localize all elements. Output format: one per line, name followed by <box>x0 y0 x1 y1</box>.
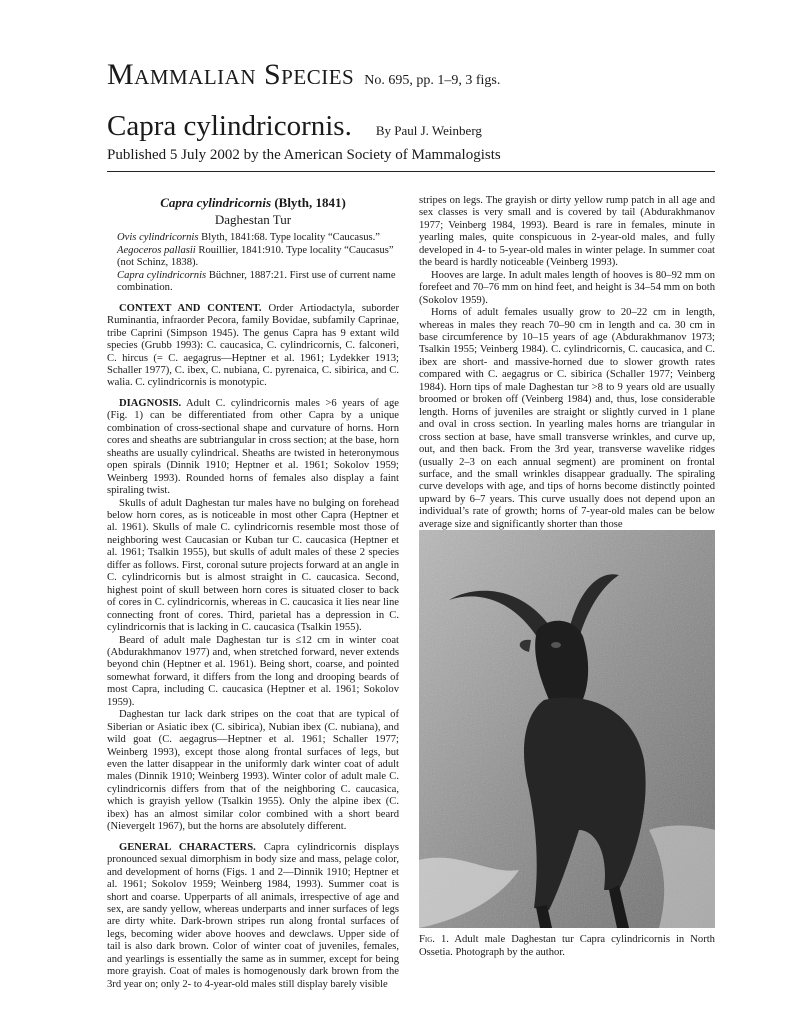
synonym-entry <box>107 270 399 295</box>
section-heading-diagnosis: DIAGNOSIS. <box>119 397 182 409</box>
common-name: Daghestan Tur <box>214 212 292 227</box>
synonym-entry <box>107 232 399 244</box>
paragraph-skulls: Skulls of adult Daghestan tur males have no bulging on forehead below horn cores, as is noticeable in most other Capra (Heptner et al. 1961). Skulls of male C. cylindricornis resemble most those of neighboring west Caucasian or Kuban tur C. caucasica (Heptner et al. 1961; Tsalkin 1955), but skulls of adult males of these 2 species differ as follows. First, coronal suture projects forward at an angle in C. cylindricornis but is almost straight in C. caucasica. Second, highest point of skull between horn cores is situated closer to back of cores in C. cylindricornis, whereas in C. caucasica it lies near line connecting front of cores. Third, parietal has a depression in C. cylindricornis that is lacking in C. caucasica (Tsalkin 1955). <box>107 497 399 634</box>
header-rule <box>107 171 715 172</box>
synonym-text: Blyth, 1841:68. Type locality “Caucasus.” <box>201 232 381 244</box>
series-title <box>107 58 500 92</box>
publication-line: Published 5 July 2002 by the American Society of Mammalogists <box>107 147 501 163</box>
species-title: Capra cylindricornis. <box>107 110 352 142</box>
paragraph-stripes: Daghestan tur lack dark stripes on the coat that are typical of Siberian or Asiatic ibex (C. sibirica), Nubian ibex (C. nubiana), and wild goat (C. aegagrus—Heptner et al. 1961; Schaller 1977; Weinberg 1993), except those along frontal surfaces of legs, but even the latter disappear in the uniformly dark winter coat of adult males (Dinnik 1910; Weinberg 1993). Winter color of adult male C. cylindricornis differs from that of the neighboring C. caucasica, which is grayish yellow (Tsalkin 1955). Only the alpine ibex (C. ibex) has an almost similar color combined with a short beard (Nievergelt 1967), but the horns are absolutely different. <box>107 709 399 833</box>
series-name: Mammalian Species <box>107 58 355 91</box>
species-heading-authority: (Blyth, 1841) <box>274 195 346 210</box>
right-column <box>419 195 715 531</box>
synonym-name: Aegoceros pallasii <box>117 244 196 256</box>
paragraph-beard: Beard of adult male Daghestan tur is ≤12 cm in winter coat (Abdurakhmanov 1977) and, when stretched forward, never extends beyond chin (Heptner et al. 1961). Being short, coarse, and pointed somewhat forward, it differs from the long and drooping beards of most Capra, including C. caucasica (Heptner et al. 1961; Sokolov 1959). <box>107 634 399 708</box>
species-heading-name: Capra cylindricornis <box>160 195 272 210</box>
paragraph-diagnosis <box>107 398 399 498</box>
figure-caption <box>419 934 715 959</box>
paragraph-general <box>107 842 399 991</box>
tur-photo-illustration <box>419 530 715 928</box>
general-text: Capra cylindricornis displays pronounced sexual dimorphism in body size and mass, pelage color, and development of horns (Figs. 1 and 2—Dinnik 1910; Heptner et al. 1961; Sokolov 1959; Weinberg 1984, 1993). Summer coat is short and coarse. Upperparts of all animals, irrespective of age and sex, are sandy yellow, whereas underparts and inner surfaces of legs are dirty white. Dark-brown stripes run along frontal surfaces of legs, becoming wider above hooves and dewclaws. Upper side of tail is also dark brown. Color of winter coat of juveniles, females, and yearlings is essentially the same as in summer, except for being more grayish. Coat of males is homogenously dark brown from the 3rd year on; only 2- to 4-year-old males still display barely visible <box>107 841 399 990</box>
context-text: Order Artiodactyla, suborder Ruminantia, infraorder Pecora, family Bovidae, subfamily Caprinae, tribe Caprini (Simpson 1945). The genus Capra has 9 extant wild species (Grubb 1993): C. caucasica, C. cylindricornis, C. falconeri, C. hircus (= C. aegagrus—Heptner et al. 1961; Lydekker 1913; Schaller 1977), C. ibex, C. nubiana, C. pyrenaica, C. sibirica, and C. walia. C. cylindricornis is monotypic. <box>107 302 399 389</box>
series-number: No. 695, pp. 1–9, 3 figs. <box>364 73 501 88</box>
species-heading <box>107 195 399 210</box>
species-title-line <box>107 110 482 143</box>
synonym-name: Capra cylindricornis <box>117 269 207 281</box>
synonym-entry <box>107 245 399 270</box>
caption-label: Fig. 1. <box>419 934 449 945</box>
section-heading-context: CONTEXT AND CONTENT. <box>119 302 262 314</box>
synonym-text: Büchner, 1887:21. First use of current name combination. <box>117 269 396 294</box>
paragraph-context <box>107 303 399 390</box>
paragraph-horns: Horns of adult females usually grow to 20–22 cm in length, whereas in males they reach 70–90 cm in length and ca. 30 cm in base circumference by 10–15 years of age (Abdurakhmanov 1973; Tsalkin 1955; Veinberg 1984). C. cylindricornis, C. caucasica, and C. ibex are short- and massive-horned due to slower growth rates compared with C. aegagrus or C. sibirica (Schaller 1977; Veinberg 1984). Horn tips of male Daghestan tur >8 to 9 years old are usually broomed or broken off (Veinberg 1984) and, thus, lose considerable length. Horns of juveniles are straight or slightly curved in 1 plane and oval in cross section. In yearling males horns are triangular in cross section at base, have small transverse wrinkles, and curve up, out, and then back. From the 3rd year, transverse wavelike ridges (usually 2–3 on each annual segment) are prominent on frontal surface, and the small wrinkles disappear gradually. The spiraling curve develops with age, and tips of horns become distinctly pointed upward by 6–7 years. This curve usually does not depend upon an individual’s rate of growth; horns of 7-year-old males can be below average size and significantly shorter than those <box>419 307 715 530</box>
author-line: By Paul J. Weinberg <box>375 123 482 138</box>
section-heading-general: GENERAL CHARACTERS. <box>119 841 256 853</box>
paragraph-hooves: Hooves are large. In adult males length of hooves is 80–92 mm on forefeet and 70–76 mm on hind feet, and height is 34–54 mm on both (Sokolov 1959). <box>419 269 715 306</box>
figure-photo <box>419 530 715 928</box>
left-column <box>107 195 399 991</box>
synonym-name: Ovis cylindricornis <box>117 232 199 244</box>
synonym-text: Rouillier, 1841:910. Type locality “Caucasus” (not Schinz, 1838). <box>117 244 394 269</box>
caption-text: Adult male Daghestan tur Capra cylindricornis in North Ossetia. Photograph by the author. <box>419 934 715 958</box>
paragraph-continued: stripes on legs. The grayish or dirty yellow rump patch in all age and sex classes is very small and is covered by tail (Abdurakhmanov 1977; Veinberg 1984, 1993). Beard is rare in females, minute in yearling males, quite conspicuous in 2-year-old males, and fully developed in 4- to 5-year-old males in winter pelage. In summer coat the beard is hardly noticeable (Veinberg 1993). <box>419 195 715 269</box>
diagnosis-text: Adult C. cylindricornis males >6 years of age (Fig. 1) can be differentiated from other Capra by a unique combination of cross-sectional shape and curvature of horns. Horn cores and sheaths are subtriangular in cross section; at the base, horn sheaths are usually cylindrical. Sheaths are twisted in heteronymous open spirals (Dinnik 1910; Heptner et al. 1961; Sokolov 1959; Weinberg 1993). Rounded horns of females also display a faint spiraling twist. <box>107 397 399 497</box>
